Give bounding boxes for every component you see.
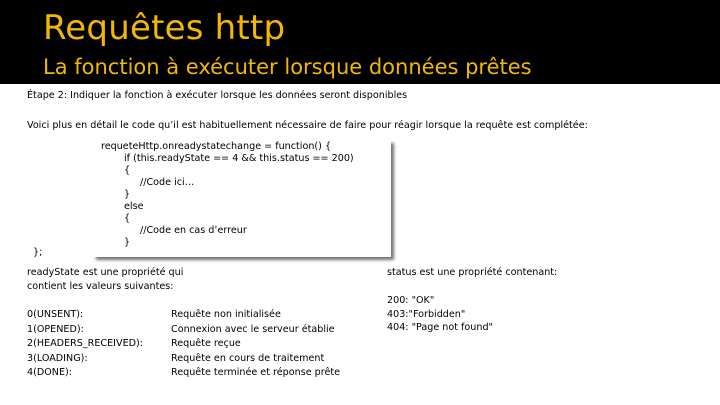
list-item: 2(HEADERS_RECEIVED): xyxy=(27,338,143,349)
list-item: Requête non initialisée xyxy=(171,309,281,320)
step-text: Étape 2: Indiquer la fonction à exécuter lorsque les données seront disponibles xyxy=(27,90,408,101)
list-item: 404: "Page not found" xyxy=(387,322,493,333)
list-item: 200: "OK" xyxy=(387,295,435,306)
code-line: if (this.readyState == 4 && this.status == 200) xyxy=(124,153,354,164)
readystate-description: contient les valeurs suivantes: xyxy=(27,281,174,292)
list-item: 1(OPENED): xyxy=(27,323,84,335)
code-line: } xyxy=(124,189,131,200)
list-item: Requête reçue xyxy=(171,338,241,349)
code-end: }; xyxy=(33,247,43,258)
code-block xyxy=(93,140,391,257)
readystate-values xyxy=(27,308,143,381)
status-description: status est une propriété contenant: xyxy=(387,267,558,278)
status-values xyxy=(387,294,493,335)
code-line: } xyxy=(124,237,131,248)
code-line: { xyxy=(124,213,131,224)
list-item: 4(DONE): xyxy=(27,367,72,378)
list-item: Requête terminée et réponse prête xyxy=(171,367,341,378)
readystate-description: readyState est une propriété qui xyxy=(27,267,184,278)
code-line: //Code ici… xyxy=(140,177,195,188)
intro-text: Voici plus en détail le code qu’il est habituellement nécessaire de faire pour réagir lorsque la requête est complétée: xyxy=(27,120,588,131)
code-line: { xyxy=(124,165,131,176)
list-item: 403:"Forbidden" xyxy=(387,308,466,320)
title-bar xyxy=(0,0,720,84)
code-line: requeteHttp.onreadystatechange = function() { xyxy=(101,141,332,152)
list-item: Connexion avec le serveur établie xyxy=(171,323,335,335)
readystate-meanings xyxy=(171,308,340,381)
list-item: Requête en cours de traitement xyxy=(171,352,325,364)
list-item: 3(LOADING): xyxy=(27,352,88,364)
slide-subtitle: La fonction à exécuter lorsque données prêtes xyxy=(43,55,532,79)
slide-title: Requêtes http xyxy=(43,8,286,48)
code-line: else xyxy=(124,201,144,212)
list-item: 0(UNSENT): xyxy=(27,309,84,320)
code-line: //Code en cas d’erreur xyxy=(140,225,247,236)
